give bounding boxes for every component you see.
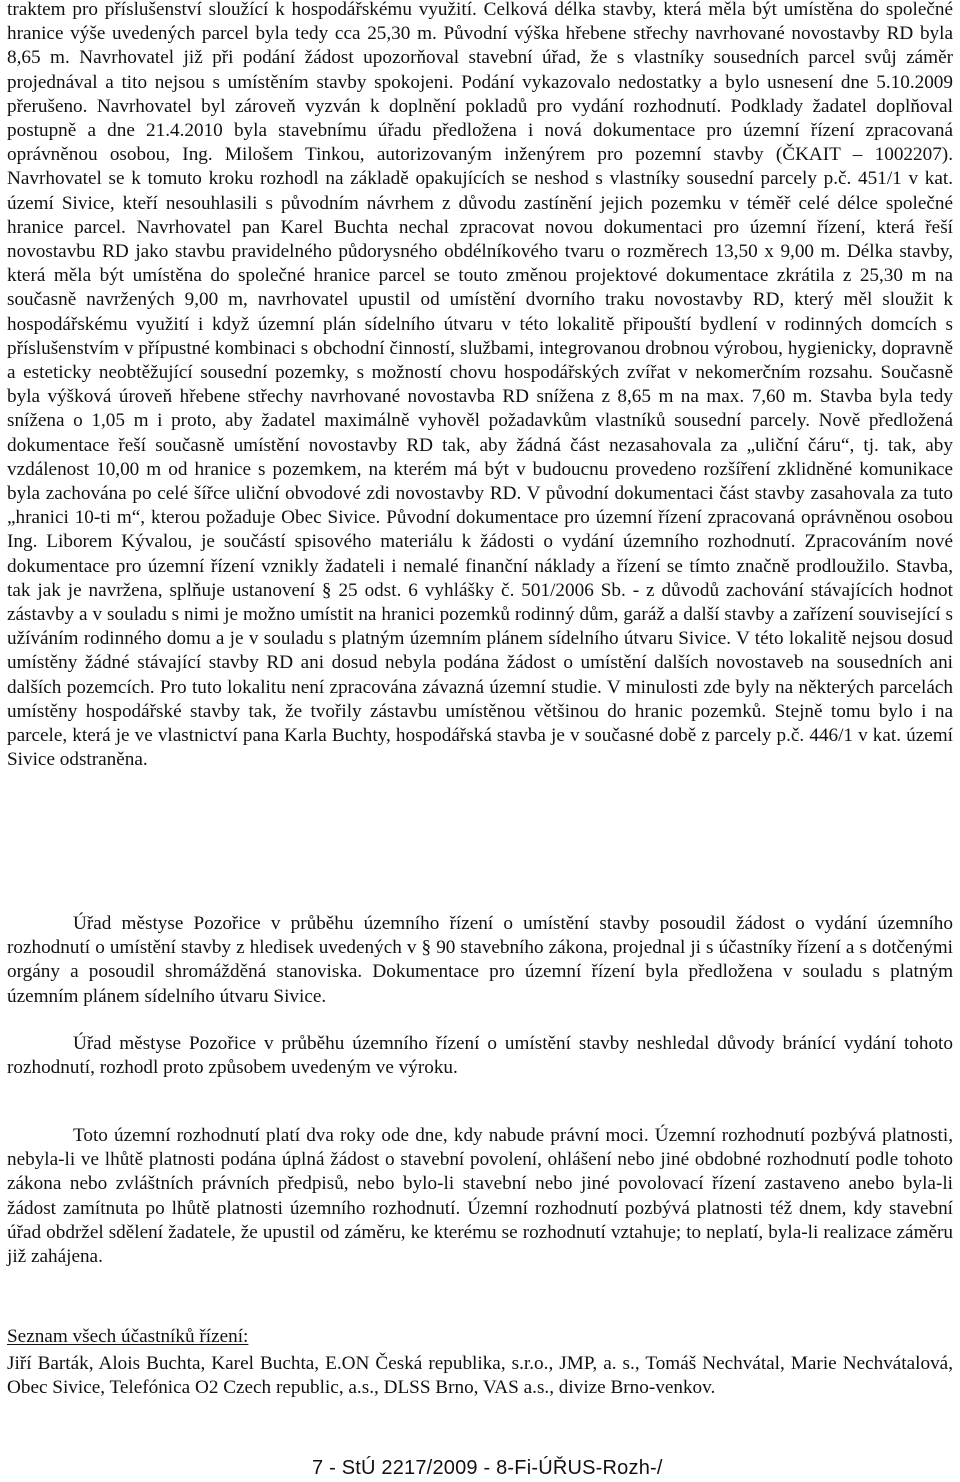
participants-list: Jiří Barták, Alois Buchta, Karel Buchta, E.ON Česká republika, s.r.o., JMP, a. s., Tomáš Nechvátal, Marie Nechvátalová, Obec Sivice, Telefónica O2 Czech republic, a.s., DLSS Brno, VAS a.s., divize Brno-venkov. (7, 1353, 953, 1399)
reasoning-paragraph: traktem pro příslušenství sloužící k hospodářskému využití. Celková délka stavby, která měla být umístěna do společné hranice výše uvedených parcel byla tedy cca 25,30 m. Původní výška hřebene střechy navrhované novostavby RD byla 8,65 m. Navrhovatel již při podání žádost upozorňoval stavební úřad, že s vlastníky sousedních parcel svůj záměr projednával a tito nejsou s umístěním stavby spokojeni. Podání vykazovalo nedostatky a bylo usnesení dne 5.10.2009 přerušeno. Navrhovatel byl zároveň vyzván k doplnění pokladů pro vydání rozhodnutí. Podklady žadatel doplňoval postupně a dne 21.4.2010 byla stavebnímu úřadu předložena i nová dokumentace pro územní řízení zpracovaná oprávněnou osobou, Ing. Milošem Tinkou, autorizovaným inženýrem pro pozemní stavby (ČKAIT – 1002207). Navrhovatel se k tomuto kroku rozhodl na základě opakujících se neshod s vlastníky sousední parcely p.č. 451/1 v kat. území Sivice, kteří nesouhlasili s původním návrhem z důvodu zastínění jejich pozemku v téměř celé délce společné hranice parcel. Navrhovatel pan Karel Buchta nechal zpracovat novou dokumentaci pro územní řízení, která řeší novostavbu RD jako stavbu pravidelného půdorysného obdélníkového tvaru o rozměrech 13,50 x 9,00 m. Délka stavby, která měla být umístěna do společné hranice parcel se touto změnou projektové dokumentace zkrátila z 25,30 m na současně navržených 9,00 m, navrhovatel upustil od umístění dvorního traku novostavby RD, který měl sloužit k hospodářskému využití i když územní plán sídelního útvaru v této lokalitě připouští bydlení v rodinných domcích s příslušenstvím v přípustné kombinaci s obchodní činností, službami, integrovanou drobnou výrobou, hygienicky, dopravně a esteticky neobtěžující sousední pozemky, s možností chovu hospodářských zvířat v nekomerčním rozsahu. Současně byla výšková úroveň hřebene střechy navrhované novostavba RD snížena z 8,65 m na max. 7,60 m. Stavba byla tedy snížena o 1,05 m i proto, aby žadatel maximálně vyhověl požadavkům vlastníků sousední parcely. Nově předložená dokumentace řeší současně umístění novostavby RD tak, aby žádná část nezasahovala za „uliční čáru“, tj. tak, aby vzdálenost 10,00 m od hranice s pozemkem, na kterém má být v budoucnu provedeno rozšíření zklidněné komunikace byla zachována po celé šířce uliční obvodové zdi novostavby RD. V původní dokumentaci část stavby zasahovala za tuto „hranici 10-ti m“, kterou požaduje Obec Sivice. Původní dokumentace pro územní řízení zpracovaná oprávněnou osobou Ing. Liborem Kývalou, je součástí spisového materiálu k žádosti o vydání územního rozhodnutí. Zpracováním nové dokumentace pro územní řízení vznikly žadateli i nemalé finanční náklady a řízení se tímto značně prodloužilo. Stavba, tak jak je navržena, splňuje ustanovení § 25 odst. 6 vyhlášky č. 501/2006 Sb. - z důvodů zachování stávajících hodnot zástavby a v souladu s nimi je možno umístit na hranici pozemků rodinný dům, garáž a další stavby a zařízení související s užíváním rodinného domu a je v souladu s platným územním plánem sídelního útvaru Sivice. V této lokalitě nejsou dosud umístěny žádné stávající stavby RD ani dosud nebyla podána žádost o umístění dalších novostaveb na sousedních ani dalších pozemcích. Pro tuto lokalitu není zpracována závazná územní studie. V minulosti zde byly na některých parcelách umístěny hospodářské stavby tak, že tvořily zástavbu umístěnou většinou do hranic pozemků. Stejně tomu bylo i na parcele, která je ve vlastnictví pana Karla Buchty, hospodářská stavba je v současné době z parcely p.č. 446/1 v kat. území Sivice odstraněna. (7, 0, 953, 771)
office-decision-paragraph: Úřad městyse Pozořice v průběhu územního řízení o umístění stavby neshledal důvody bránící vydání tohoto rozhodnutí, rozhodl proto způsobem uvedeným ve výroku. (7, 1033, 953, 1079)
page-footer: 7 - StÚ 2217/2009 - 8-Fi-ÚŘUS-Rozh-/ (312, 1457, 663, 1479)
office-assessment-paragraph: Úřad městyse Pozořice v průběhu územního řízení o umístění stavby posoudil žádost o vydání územního rozhodnutí o umístění stavby z hledisek uvedených v § 90 stavebního zákona, projednal ji s účastníky řízení a s dotčenými orgány a posoudil shromážděná stanoviska. Dokumentace pro územní řízení byla předložena v souladu s platným územním plánem sídelního útvaru Sivice. (7, 913, 953, 1007)
validity-paragraph: Toto územní rozhodnutí platí dva roky ode dne, kdy nabude právní moci. Územní rozhodnutí pozbývá platnosti, nebyla-li ve lhůtě platnosti podána úplná žádost o stavební povolení, ohlášení nebo jiné obdobné rozhodnutí podle tohoto zákona nebo zvláštních právních předpisů, nebo bylo-li stavební nebo jiné povolovací řízení zastaveno anebo byla-li žádost zamítnuta po lhůtě platnosti územního rozhodnutí. Územní rozhodnutí pozbývá platnosti též dnem, kdy stavební úřad obdržel sdělení žadatele, že upustil od záměru, ke kterému se rozhodnutí vztahuje; to neplatí, byla-li realizace záměru již zahájena. (7, 1125, 953, 1268)
participants-heading: Seznam všech účastníků řízení: (7, 1326, 249, 1347)
